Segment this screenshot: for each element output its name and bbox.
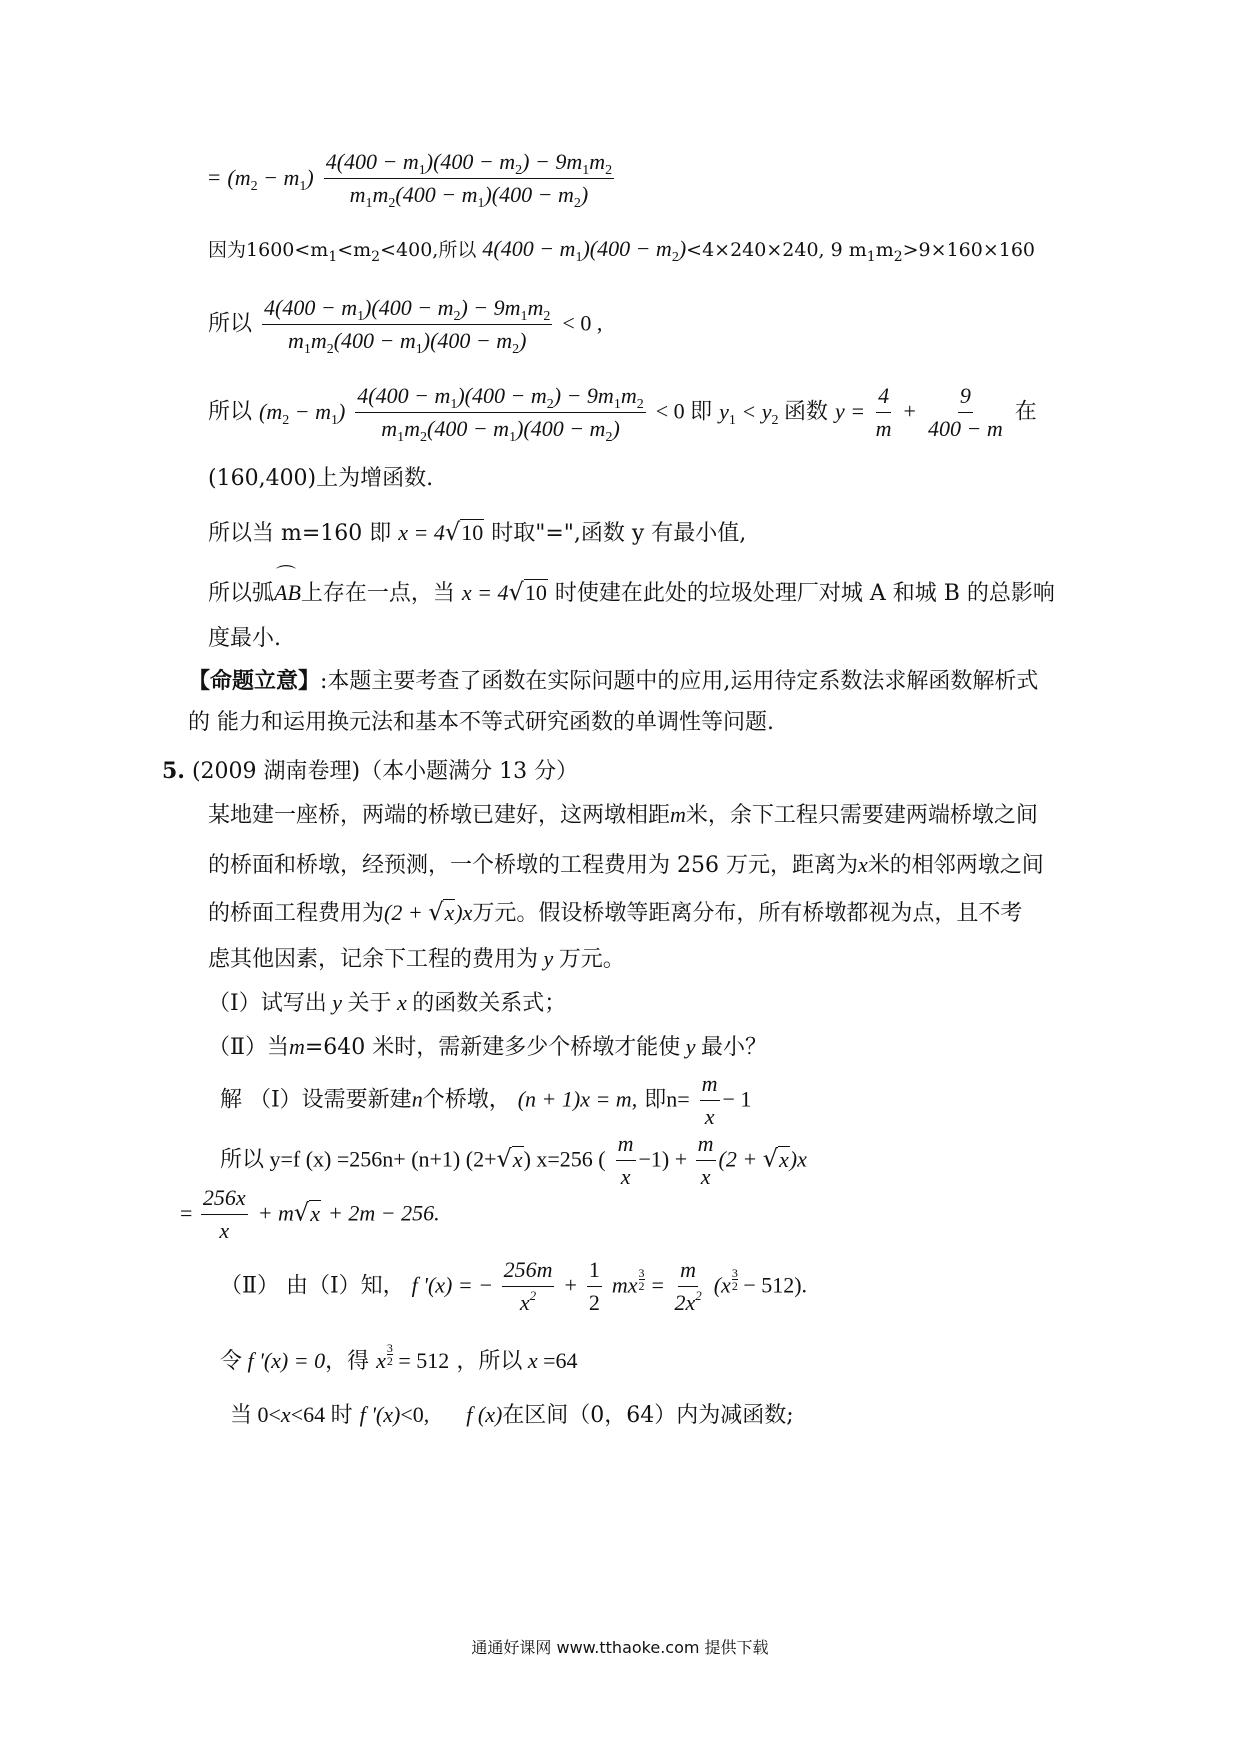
solution-line-3: = $\frac{256x}{x}$ + m√x + 2m − 256. (180, 1185, 440, 1244)
solution-line-1: 解 （Ⅰ）设需要新建n个桥墩， (n + 1)x = m, 即n= $\frac{m}{x}$ − 1 (220, 1071, 752, 1130)
page-footer: 通通好课网 www.tthaoke.com 提供下载 (471, 1638, 769, 1657)
intent-label: 【命题立意】 (188, 668, 321, 694)
text-line-7: 所以弧⌒ AB上存在一点，当 x = 4√10 时使建在此处的垃圾处理厂对城 A 和城 B 的总影响 (208, 580, 1055, 605)
text-line-6: 所以当 m=160 即 x = 4√10 时取"=",函数 y 有最小值, (208, 518, 747, 546)
critical-point-line: 令 f '(x) = 0，得 x $\frac{3}{2}$ = 512 ，所以 x =64 (220, 1341, 578, 1374)
equation-line-1: = $(m_2 - m_1)$ $\frac{4(400 - m_1)(400 - m_2) - 9m_1m_2}{m_1m_2(400 - m_1)(400 - m_2)}$ (208, 149, 613, 212)
equation-line-4: 所以 $(m_2 - m_1)$ $\frac{4(400 - m_1)(400 - m_2) - 9m_1m_2}{m_1m_2(400 - m_1)(400 - m_2)}$ < 0 即 $y_1 < y_2$ 函数 y = $\frac{4}{m}$ + $\frac{9}{400 - m}$ 在 (208, 383, 1037, 446)
inequality-line: 因为$1600<m_1<m_2<400$,所以 $4(400 - m_1)(400 - m_2)<4\times 240\times 240$, 9 $m_1m_2>9\times 160\times 160$ (208, 236, 1036, 265)
intent-line-1: 【命题立意】:本题主要考查了函数在实际问题中的应用,运用待定系数法求解函数解析式 (188, 668, 1039, 694)
text-line-5: (160,400)上为增函数. (208, 466, 434, 491)
q5-paragraph-line-2: 的桥面和桥墩，经预测，一个桥墩的工程费用为 256 万元，距离为x米的相邻两墩之间 (208, 852, 1044, 878)
q5-part-i: （Ⅰ）试写出 y 关于 x 的函数关系式； (208, 990, 567, 1016)
q5-paragraph-line-4: 虑其他因素，记余下工程的费用为 y 万元。 (208, 946, 625, 972)
q5-paragraph-line-3: 的桥面工程费用为(2 + √x)x万元。假设桥墩等距离分布，所有桥墩都视为点，且不考 (208, 898, 1023, 926)
intent-line-2: 的 能力和运用换元法和基本不等式研究函数的单调性等问题. (188, 710, 774, 735)
arc-ab: ⌒ AB (274, 582, 301, 604)
question-5-heading: 5. (2009 湖南卷理)（本小题满分 13 分） (162, 758, 579, 784)
derivative-line: （Ⅱ） 由（Ⅰ）知， f '(x) = − $\frac{256m}{x^2}$ + $\frac{1}{2}$ mx $\frac{3}{2}$ = $\frac{m}{2x^2}$ (x $\frac{3}{2}$ − 512). (220, 1257, 808, 1316)
monotonic-line: 当 0<x<64 时 f '(x)<0, f (x)在区间（0，64）内为减函数; (230, 1402, 794, 1428)
equation-line-3: 所以 $\frac{4(400 - m_1)(400 - m_2) - 9m_1m_2}{m_1m_2(400 - m_1)(400 - m_2)}$ < 0 , (208, 295, 603, 358)
q5-part-ii: （Ⅱ）当m=640 米时，需新建多少个桥墩才能使 y 最小？ (208, 1034, 768, 1060)
q5-paragraph-line-1: 某地建一座桥，两端的桥墩已建好，这两墩相距m米，余下工程只需要建两端桥墩之间 (208, 802, 1038, 828)
solution-line-2: 所以 y=f (x) =256n+ (n+1) (2+√x) x=256 ( $\frac{m}{x}$ −1) + $\frac{m}{x}$ (2 + √x)x (220, 1131, 807, 1190)
fraction-expression: $\frac{4(400 - m_1)(400 - m_2) - 9m_1m_2}{m_1m_2(400 - m_1)(400 - m_2)}$ (325, 149, 613, 212)
text-line-8: 度最小. (208, 626, 281, 651)
